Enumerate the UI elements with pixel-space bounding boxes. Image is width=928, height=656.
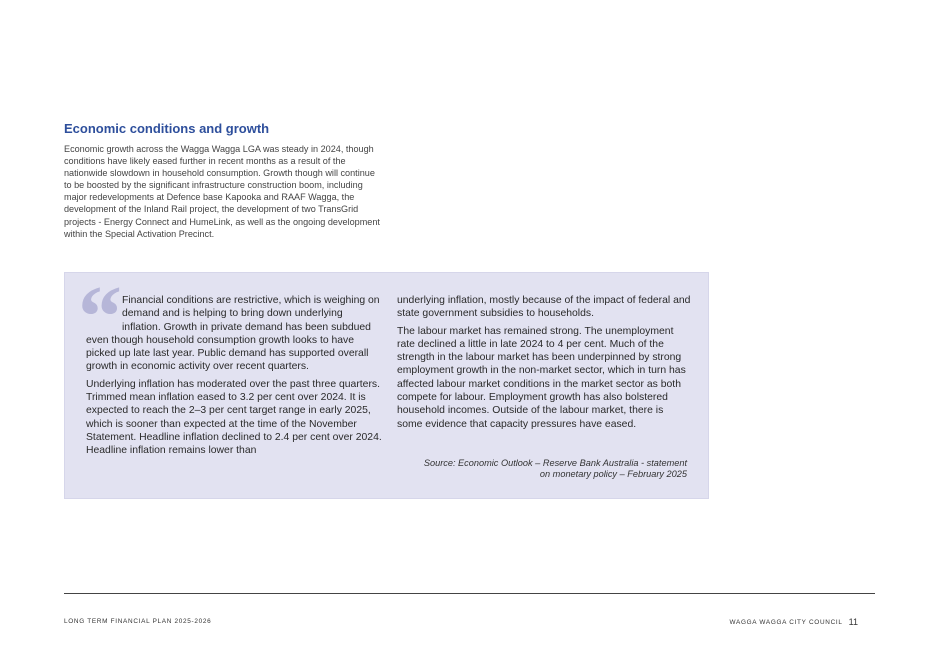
quote-paragraph: The labour market has remained strong. The unemployment rate declined a little in late 2024 to 4 per cent. Much of the strength in the labour market has been underpinned by strong employment growth in the non-market sector, which in turn has affected labour market conditions in the market sector as both compete for labour. Employment growth has also bolstered household incomes. Outside of the labour market, there is some evidence that capacity pressures have eased. <box>397 325 686 430</box>
footer-organization <box>730 617 859 627</box>
quote-column-right <box>397 294 691 435</box>
quote-paragraph: Financial conditions are restrictive, which is weighing on demand and is helping to bring down underlying inflation. Growth in private demand has been subdued even though household consumption growth looks to have picked up late last year. Public demand has supported overall growth in economic activity over recent quarters. <box>86 295 380 373</box>
footer-document-title: LONG TERM FINANCIAL PLAN 2025-2026 <box>64 618 212 625</box>
quote-source <box>397 458 687 480</box>
source-line-2: on monetary policy – February 2025 <box>539 469 687 479</box>
section-title: Economic conditions and growth <box>64 121 270 136</box>
source-line-1: Source: Economic Outlook – Reserve Bank Australia - statement <box>423 458 687 468</box>
footer-divider <box>64 593 875 594</box>
page-number: 11 <box>848 617 858 627</box>
footer-council-name: WAGGA WAGGA CITY COUNCIL <box>729 619 843 626</box>
quote-column-left <box>86 294 382 462</box>
quote-paragraph: underlying inflation, mostly because of the impact of federal and state government subsidies to households. <box>397 295 691 320</box>
quote-mark-icon: “ <box>78 269 122 366</box>
quote-paragraph: Underlying inflation has moderated over the past three quarters. Trimmed mean inflation eased to 3.2 per cent over 2024. It is expected to reach the 2–3 per cent target range in early 2025, which is sooner than expected at the time of the November Statement. Headline inflation declined to 2.4 per cent over 2024. Headline inflation remains lower than <box>86 378 382 457</box>
intro-paragraph: Economic growth across the Wagga Wagga LGA was steady in 2024, though conditions have likely eased further in recent months as a result of the nationwide slowdown in household consumption. Growth though will continue to be boosted by the significant infrastructure construction boom, including major redevelopments at Defence base Kapooka and RAAF Wagga, the development of the Inland Rail project, the development of two TransGrid projects - Energy Connect and HumeLink, as well as the ongoing development within the Special Activation Precinct. <box>64 144 380 239</box>
